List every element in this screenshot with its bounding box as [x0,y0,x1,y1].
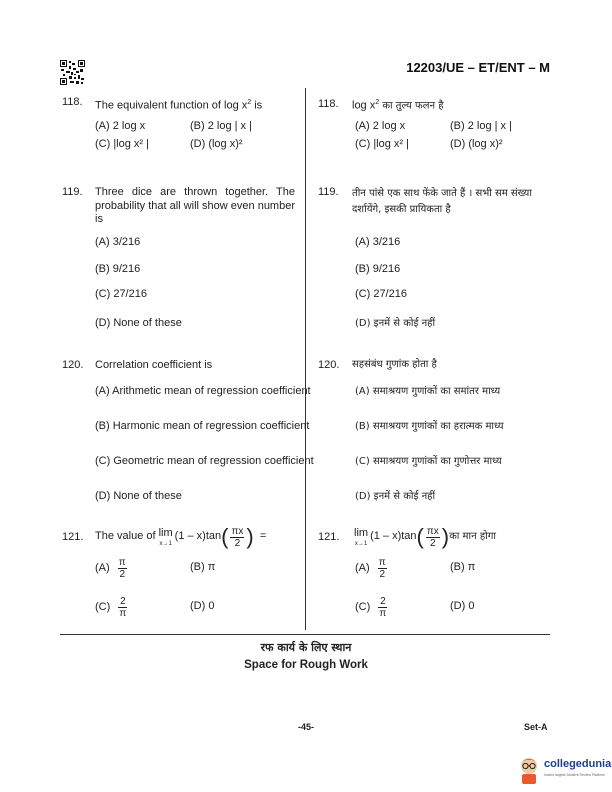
q118h-option-a: (A) 2 log x [355,120,406,132]
q121-limit: lim x→1 [158,527,173,547]
q121-option-b: (B) π [190,561,216,573]
q119h-text: तीन पांसे एक साथ फेंके जाते हैं । सभी सम संख्या दर्शायेंगे, इसकी प्रायिकता है [352,188,532,215]
q119-option-d: (D) None of these [95,317,182,329]
q120-option-b: (B) Harmonic mean of regression coefficient [95,420,310,432]
q119-text: Three dice are thrown together. The probability that all will show even number is [95,186,295,225]
q118h-option-b: (B) 2 log | x | [450,120,512,132]
q119-option-c: (C) 27/216 [95,288,147,300]
q121h-option-a: (A) $\frac{\pi}{2}$ [355,557,386,580]
q118-option-d: (D) (log x)² [190,138,243,150]
set-label: Set-A [524,722,548,732]
page-number: -45- [297,722,314,732]
q120h-option-c: (C) समाश्रयण गुणांकों का गुणोत्तर माध्य [355,456,502,467]
q119-option-a: (A) 3/216 [95,236,141,248]
q118-option-c: (C) |log x² | [95,138,149,150]
q118h-number: 118. [318,98,339,110]
q120h-option-a: (A) समाश्रयण गुणांकों का समांतर माध्य [355,386,501,397]
q118-option-a: (A) 2 log x [95,120,146,132]
qr-code [60,60,85,85]
q121-expression: The value of lim x→1 (1 – x)tan ( $\frac{\pi x}{2}$ ) = [95,524,267,549]
q121-option-d: (D) 0 [190,600,215,612]
q121-number: 121. [62,531,84,543]
q121h-expression: lim x→1 (1 – x)tan ( $\frac{\pi x}{2}$ ) का मान होगा [354,524,496,549]
paper-code: 12203/UE – ET/ENT – M [406,60,550,75]
q120h-option-d: (D) इनमें से कोई नहीं [355,491,436,502]
collegedunia-logo [514,752,610,788]
q121h-number: 121. [318,531,340,543]
q120-option-d: (D) None of these [95,490,182,502]
q121h-option-c: (C) $\frac{2}{\pi}$ [355,596,387,619]
logo-wordmark: collegedunia [544,758,612,770]
column-divider [305,88,306,630]
q118-text: The equivalent function of $\log x^2$ is [95,99,263,112]
rough-work-hindi: रफ कार्य के लिए स्थान [260,641,352,654]
q118h-option-d: (D) (log x)² [450,138,503,150]
q120-text: Correlation coefficient is [95,359,213,371]
q118h-option-c: (C) |log x² | [355,138,409,150]
q119h-option-d: (D) इनमें से कोई नहीं [355,318,436,329]
q119-number: 119. [62,186,83,198]
q118-option-b: (B) 2 log | x | [190,120,252,132]
q121-option-a: (A) $\frac{\pi}{2}$ [95,557,126,580]
rough-work-divider [60,634,550,635]
q119h-number: 119. [318,186,339,198]
q120h-text: सहसंबंध गुणांक होता है [352,359,437,370]
q120-number: 120. [62,359,84,371]
q119h-option-a: (A) 3/216 [355,236,401,248]
q119h-option-b: (B) 9/216 [355,263,401,275]
q120h-option-b: (B) समाश्रयण गुणांकों का हरात्मक माध्य [355,421,504,432]
q119-option-b: (B) 9/216 [95,263,141,275]
logo-tagline: India's largest Student Review Platform [544,773,605,777]
q121-option-c: (C) $\frac{2}{\pi}$ [95,596,127,619]
q119h-option-c: (C) 27/216 [355,288,407,300]
q118-number: 118. [62,96,83,108]
mascot-icon [514,754,544,786]
q120-option-c: (C) Geometric mean of regression coefficient [95,455,314,467]
q121h-limit: lim x→1 [354,527,369,547]
q121h-option-d: (D) 0 [450,600,475,612]
q120h-number: 120. [318,359,340,371]
q121h-option-b: (B) π [450,561,476,573]
q118h-text: $\log x^2$ का तुल्य फलन है [352,99,444,112]
rough-work-english: Space for Rough Work [244,659,368,671]
q120-option-a: (A) Arithmetic mean of regression coefficient [95,385,311,397]
